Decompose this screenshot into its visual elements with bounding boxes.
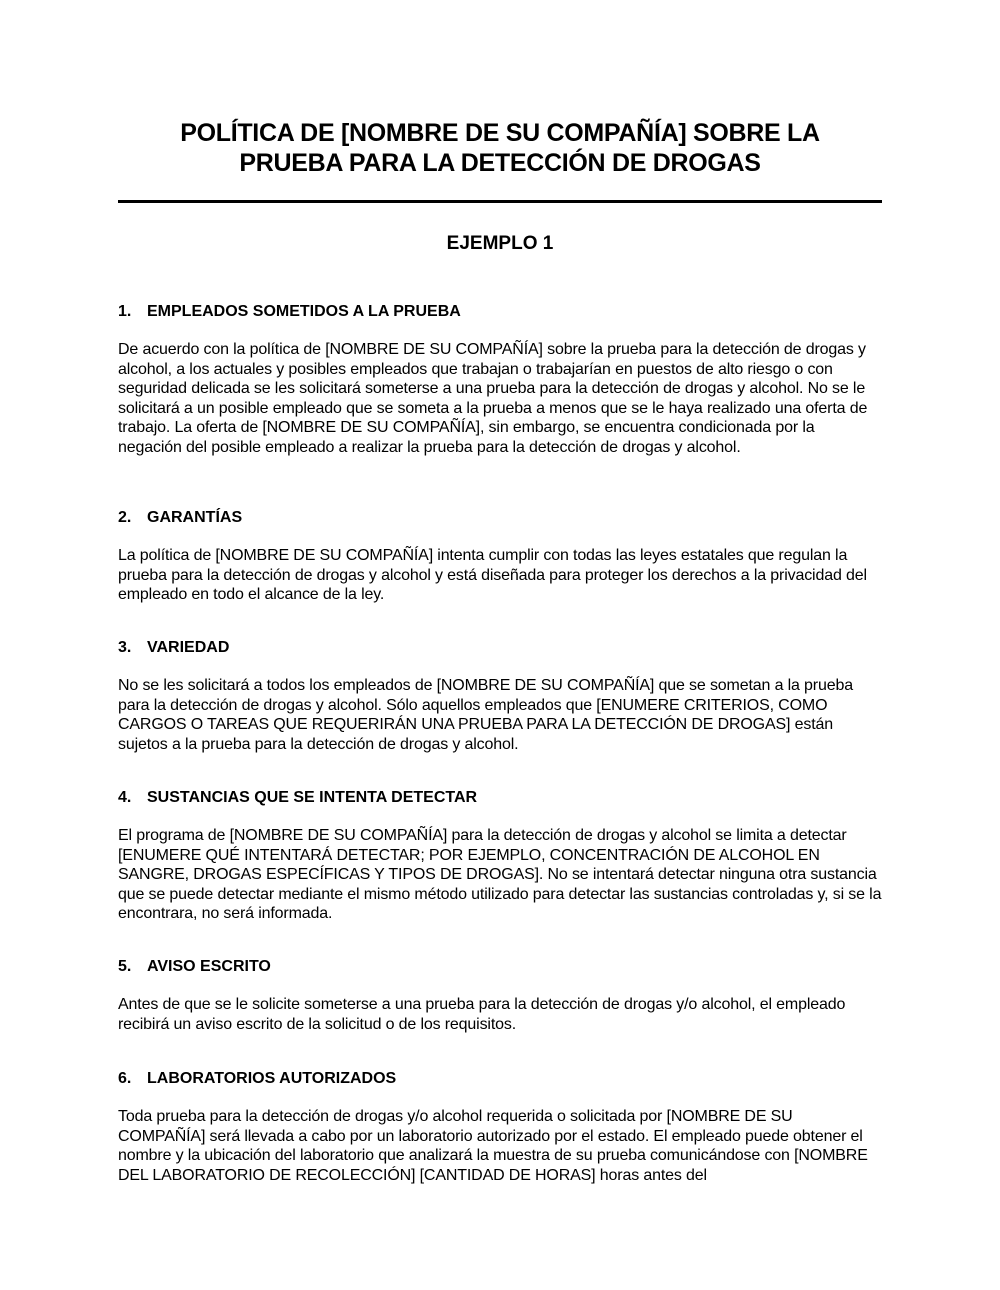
section-heading <box>118 508 882 528</box>
section-body: De acuerdo con la política de [NOMBRE DE SU COMPAÑÍA] sobre la prueba para la detección de drogas y alcohol, a los actuales y posibles empleados que trabajan o trabajarían en puestos de alto riesgo o con seguridad delicada se les solicitará someterse a una prueba para la detección de drogas y alcohol. No se le solicitará a un posible empleado que se someta a la prueba a menos que se le haya realizado una oferta de trabajo. La oferta de [NOMBRE DE SU COMPAÑÍA], sin embargo, se encuentra condicionada por la negación del posible empleado a realizar la prueba para la detección de drogas y alcohol. <box>118 341 868 456</box>
section-heading <box>118 957 882 977</box>
section-body: Toda prueba para la detección de drogas y/o alcohol requerida o solicitada por [NOMBRE DE SU COMPAÑÍA] será llevada a cabo por un laboratorio autorizado por el estado. El empleado puede obtener el nombre y la ubicación del laboratorio que analizará la muestra de su prueba comunicándose con [NOMBRE DEL LABORATORIO DE RECOLECCIÓN] [CANTIDAD DE HORAS] horas antes del <box>118 1108 868 1184</box>
section-number: 2. <box>118 509 132 526</box>
section-heading <box>118 788 882 808</box>
section-title: GARANTÍAS <box>147 509 243 526</box>
section-title: VARIEDAD <box>147 639 230 656</box>
section-title: EMPLEADOS SOMETIDOS A LA PRUEBA <box>147 303 461 320</box>
section-body: No se les solicitará a todos los empleados de [NOMBRE DE SU COMPAÑÍA] que se sometan a la prueba para la detección de drogas y alcohol. Sólo aquellos empleados que [ENUMERE CRITERIOS, COMO CARGOS O TAREAS QUE REQUERIRÁN UNA PRUEBA PARA LA DETECCIÓN DE DROGAS] están sujetos a la prueba para la detección de drogas y alcohol. <box>118 677 853 753</box>
document-title <box>118 118 882 178</box>
section-heading <box>118 1069 882 1089</box>
section-3 <box>118 638 882 754</box>
section-2 <box>118 508 882 605</box>
section-number: 6. <box>118 1070 132 1087</box>
title-divider <box>118 200 882 203</box>
section-number: 4. <box>118 789 132 806</box>
section-number: 5. <box>118 958 132 975</box>
section-number: 3. <box>118 639 132 656</box>
section-5 <box>118 957 882 1034</box>
section-body: Antes de que se le solicite someterse a una prueba para la detección de drogas y/o alcohol, el empleado recibirá un aviso escrito de la solicitud o de los requisitos. <box>118 996 846 1033</box>
section-6 <box>118 1069 882 1185</box>
section-title: SUSTANCIAS QUE SE INTENTA DETECTAR <box>147 789 478 806</box>
section-number: 1. <box>118 303 132 320</box>
section-title: AVISO ESCRITO <box>147 958 271 975</box>
section-4 <box>118 788 882 924</box>
section-heading <box>118 302 882 322</box>
section-body: La política de [NOMBRE DE SU COMPAÑÍA] intenta cumplir con todas las leyes estatales que regulan la prueba para la detección de drogas y alcohol y está diseñada para proteger los derechos a la privacidad del empleado en todo el alcance de la ley. <box>118 547 867 603</box>
section-body: El programa de [NOMBRE DE SU COMPAÑÍA] para la detección de drogas y alcohol se limita a detectar [ENUMERE QUÉ INTENTARÁ DETECTAR; POR EJEMPLO, CONCENTRACIÓN DE ALCOHOL EN SANGRE, DROGAS ESPECÍFICAS Y TIPOS DE DROGAS]. No se intentará detectar ninguna otra sustancia que se puede detectar mediante el mismo método utilizado para detectar las sustancias controladas y, si se la encontrara, no será informada. <box>118 827 882 922</box>
section-title: LABORATORIOS AUTORIZADOS <box>147 1070 397 1087</box>
title-line-2: PRUEBA PARA LA DETECCIÓN DE DROGAS <box>239 149 761 177</box>
section-heading <box>118 638 882 658</box>
title-line-1: POLÍTICA DE [NOMBRE DE SU COMPAÑÍA] SOBRE LA <box>180 119 820 147</box>
section-1 <box>118 302 882 457</box>
document-subtitle: EJEMPLO 1 <box>446 233 554 254</box>
